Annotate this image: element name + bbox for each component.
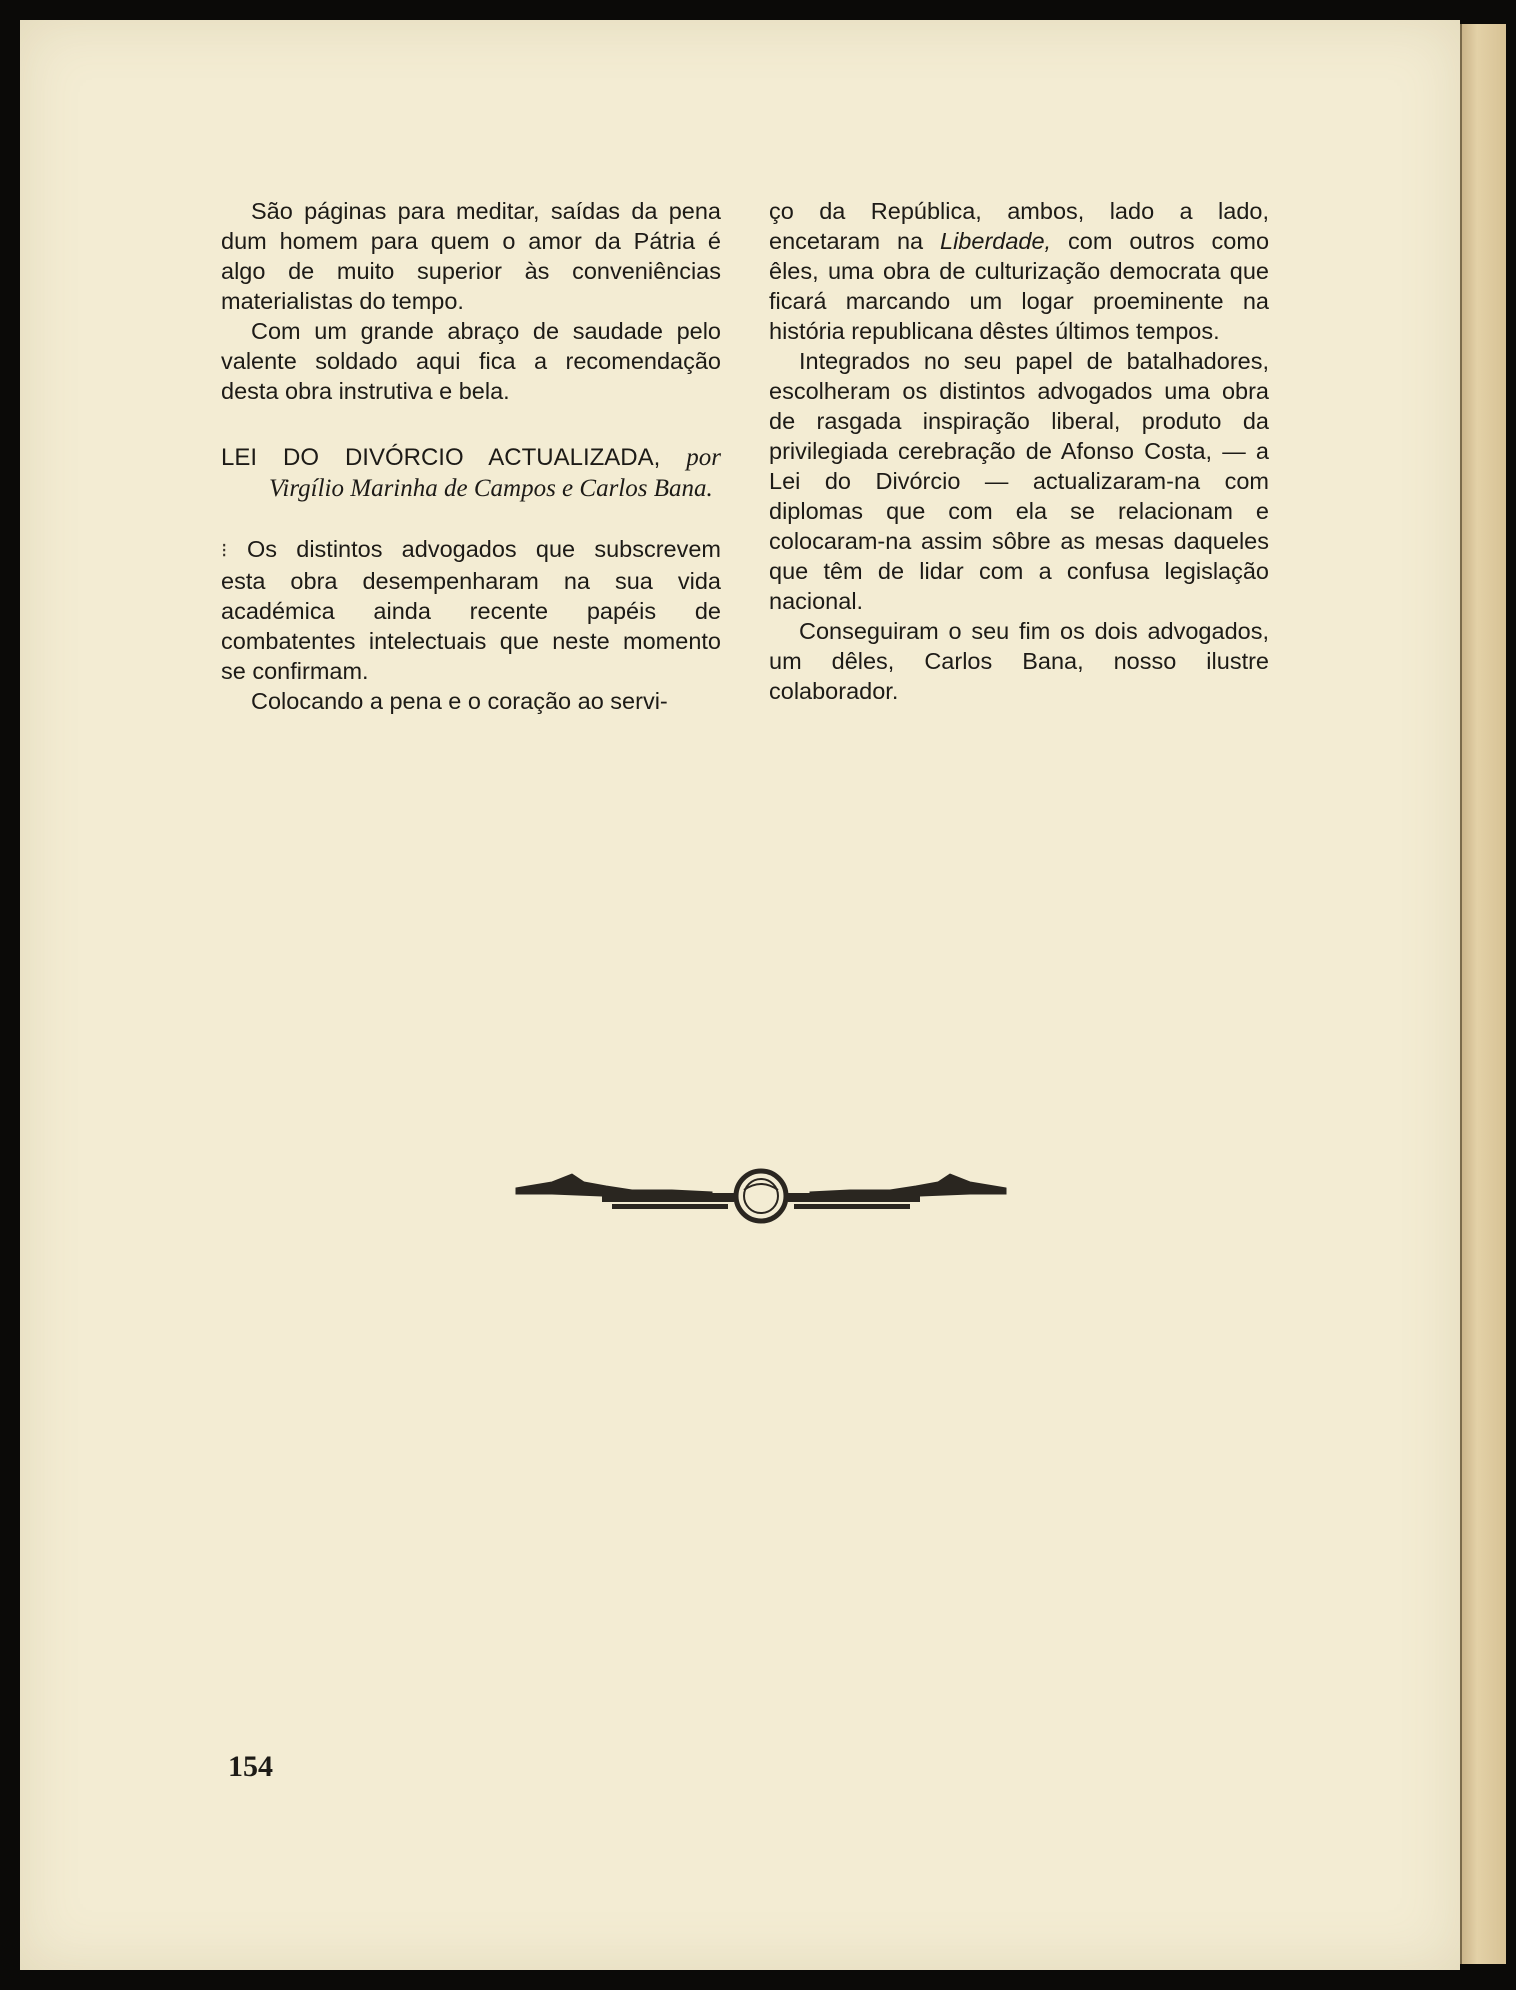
paragraph-text: com outros como êles, uma obra de culturização democrata que ficará marcando um logar proeminente na história republicana dêstes últimos tempos.: [769, 228, 1270, 344]
paragraph: Com um grande abraço de saudade pelo valente soldado aqui fica a recomendação desta obra instrutiva e bela.: [221, 318, 721, 404]
paragraph: Colocando a pena e o coração ao servi-: [251, 688, 668, 714]
paragraph: [221, 534, 721, 686]
paragraph: São páginas para meditar, saídas da pena dum homem para quem o amor da Pátria é algo de muito superior às conveniências materialistas do tempo.: [221, 198, 721, 314]
paragraph-text: ço da República, ambos, lado a lado, encetaram na: [769, 198, 1269, 254]
page-number: 154: [228, 1750, 273, 1783]
page-edge: [1460, 24, 1506, 1964]
paragraph: [769, 196, 1269, 346]
entry-byline: por Virgílio Marinha de Campos e Carlos Bana.: [269, 444, 721, 502]
emphasis: Liberdade,: [940, 228, 1052, 254]
paragraph-text: Os distintos advogados que subscrevem esta obra desempenharam na sua vida académica ainda recente papéis de combatentes intelectuais que neste momento se confirmam.: [221, 536, 721, 684]
entry-title: LEI DO DIVÓRCIO ACTUALIZADA,: [221, 444, 661, 471]
right-column: [769, 196, 1269, 706]
left-column: [221, 196, 721, 716]
entry-heading: [221, 442, 721, 504]
paragraph: Conseguiram o seu fim os dois advogados, um dêles, Carlos Bana, nosso ilustre colaborador.: [769, 618, 1269, 704]
paragraph: Integrados no seu papel de batalhadores, escolheram os distintos advogados uma obra de rasgada inspiração liberal, produto da privilegiada cerebração de Afonso Costa, — a Lei do Divórcio — actualizaram-na com diplomas que com ela se relacionam e colocaram-na assim sôbre as mesas daqueles que têm de lidar com a confusa legislação nacional.: [769, 348, 1269, 614]
initial-mark-icon: ⁝: [221, 540, 228, 562]
ornamental-divider-icon: [512, 1160, 1010, 1226]
